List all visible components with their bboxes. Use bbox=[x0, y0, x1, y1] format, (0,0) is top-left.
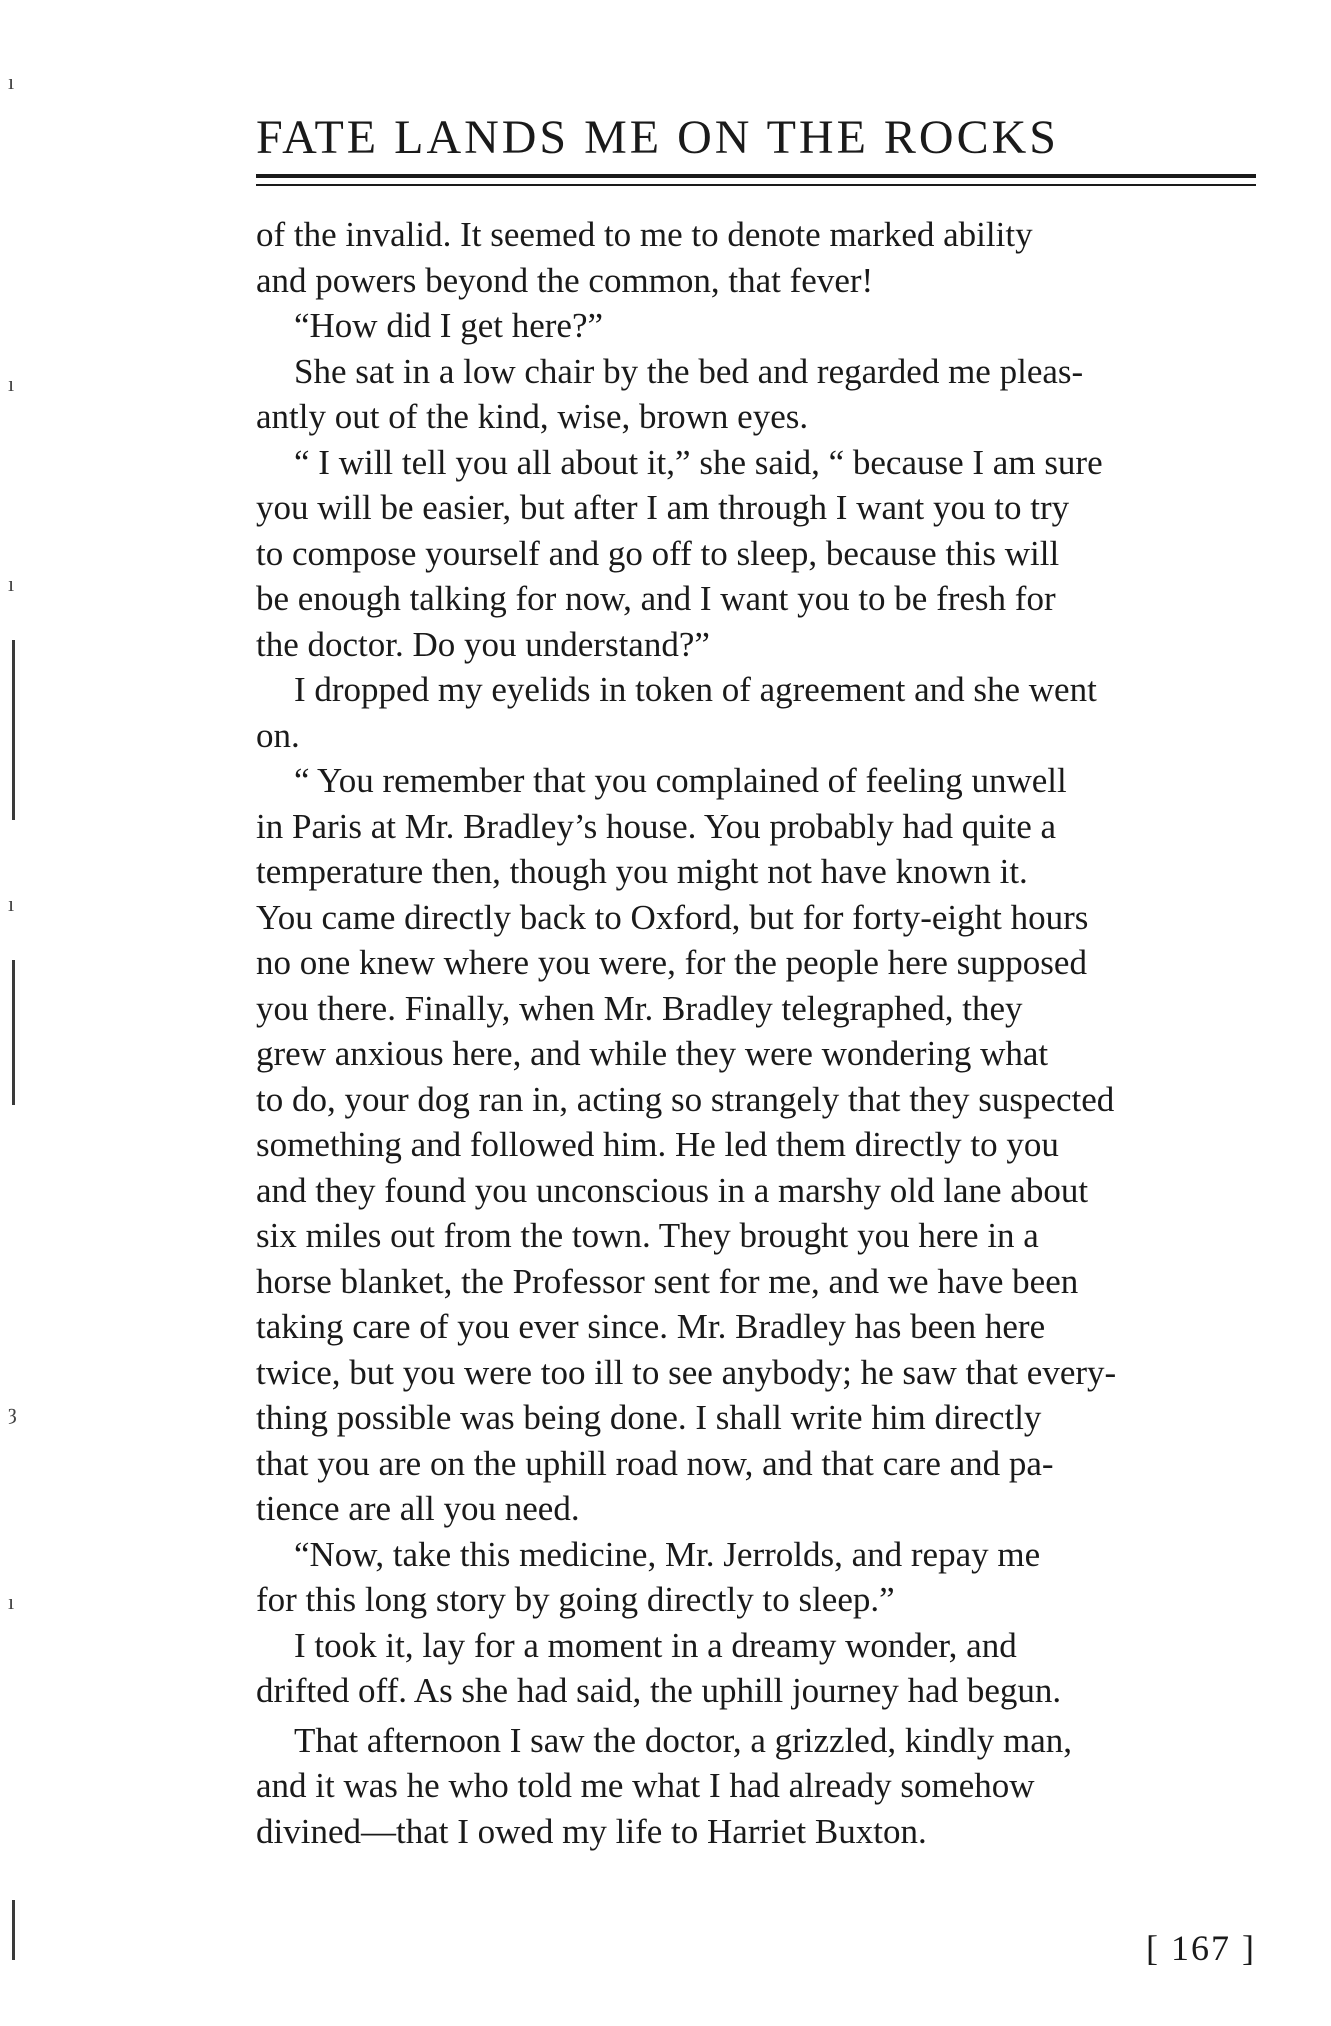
paragraph: “How did I get here?” bbox=[294, 306, 604, 345]
paragraph: “Now, take this medicine, Mr. Jerrolds, and repay me for this long story by going directly to sleep.” bbox=[256, 1534, 1041, 1619]
margin-mark: ı bbox=[8, 891, 15, 916]
margin-mark bbox=[12, 960, 15, 1105]
paragraph: “ I will tell you all about it,” she said, “ because I am sure you will be easier, but after I am through I want you to try to compose yourself and go off to sleep, because this will be enough talking for now, and I want you to be fresh for the doctor. Do you understand?” bbox=[256, 442, 1103, 664]
paragraph: She sat in a low chair by the bed and regarded me pleas- antly out of the kind, wise, brown eyes. bbox=[256, 351, 1084, 436]
header-rule-thin bbox=[256, 184, 1256, 186]
header-rule-thick bbox=[256, 174, 1256, 178]
paragraph: of the invalid. It seemed to me to denote marked ability and powers beyond the common, that fever! bbox=[256, 215, 1033, 300]
margin-mark: ı bbox=[8, 571, 15, 596]
margin-mark: ı bbox=[8, 69, 15, 94]
paragraph: “ You remember that you complained of feeling unwell in Paris at Mr. Bradley’s house. You probably had quite a temperature then, though you might not have known it. You came directly back to Oxford, but for forty-eight hours no one knew where you were, for the people here supposed you there. Finally, when Mr. Bradley telegraphed, they grew anxious here, and while they were wondering what to do, your dog ran in, acting so strangely that they suspected something and followed him. He led them directly to you and they found you unconscious in a marshy old lane about six miles out from the town. They brought you here in a horse blanket, the Professor sent for me, and we have been taking care of you ever since. Mr. Bradley has been here twice, but you were too ill to see anybody; he saw that every- thing possible was being done. I shall write him directly that you are on the uphill road now, and that care and pa- tience are all you need. bbox=[256, 761, 1117, 1528]
body-text bbox=[256, 212, 1256, 1854]
page-number: [ 167 ] bbox=[1146, 1928, 1256, 1968]
margin-mark: ı bbox=[8, 1589, 15, 1614]
margin-mark bbox=[12, 1900, 15, 1960]
margin-mark: ı bbox=[8, 371, 15, 396]
margin-mark: ȝ bbox=[8, 1399, 17, 1424]
paragraph: I dropped my eyelids in token of agreement and she went on. bbox=[256, 670, 1097, 755]
paragraph: That afternoon I saw the doctor, a grizzled, kindly man, and it was he who told me what I had already somehow divined—that I owed my life to Harriet Buxton. bbox=[256, 1720, 1073, 1851]
paragraph: I took it, lay for a moment in a dreamy wonder, and drifted off. As she had said, the uphill journey had begun. bbox=[256, 1625, 1062, 1710]
margin-mark bbox=[12, 640, 15, 820]
running-header: FATE LANDS ME ON THE ROCKS bbox=[256, 111, 1059, 164]
